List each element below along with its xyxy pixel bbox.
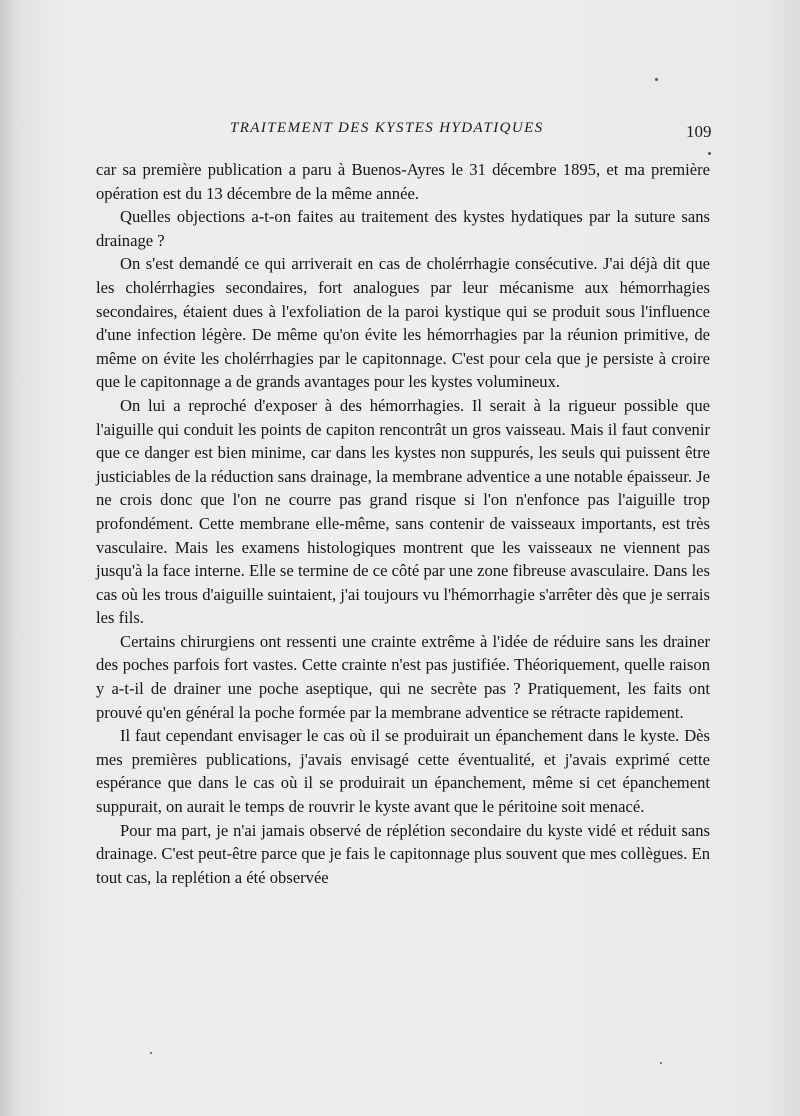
print-speck	[708, 152, 711, 155]
page-number: 109	[686, 122, 712, 141]
paragraph: On s'est demandé ce qui arriverait en cas de cholérrhagie consécutive. J'ai déjà dit que les cholérrhagies secondaires, fort analogues par leur mécanisme aux hémorrhagies secondaires, étaient dues à l'exfoliation de la paroi kystique qui se produit sous l'influence d'une infection légère. De même qu'on évite les hémorrhagies par la réunion primitive, de même on évite les cholérrhagies par le capitonnage. C'est pour cela que je persiste à croire que le capitonnage a de grands avantages pour les kystes volumineux.	[96, 254, 710, 392]
page-header	[0, 120, 800, 144]
paragraph-continued: car sa première publication a paru à Buenos-Ayres le 31 décembre 1895, et ma première opération est du 13 décembre de la même année.	[96, 160, 710, 203]
paragraph: Il faut cependant envisager le cas où il se produirait un épanchement dans le kyste. Dès mes premières publications, j'avais envisagé cette éventualité, et j'avais exprimé cette espérance que dans le cas où il se produirait un épanchement, même si cet épanchement suppurait, on aurait le temps de rouvrir le kyste avant que le péritoine soit menacé.	[96, 726, 710, 817]
paragraph: Quelles objections a-t-on faites au traitement des kystes hydatiques par la suture sans drainage ?	[96, 207, 710, 250]
print-speck	[655, 78, 658, 81]
paragraph: On lui a reproché d'exposer à des hémorrhagies. Il serait à la rigueur possible que l'aiguille qui conduit les points de capiton rencontrât un gros vaisseau. Mais il faut convenir que ce danger est bien minime, car dans les kystes non suppurés, les seuls qui puissent être justiciables de la réduction sans drainage, la membrane adventice a une notable épaisseur. Je ne crois donc que l'on ne courre pas grand risque si l'on n'enfonce pas l'aiguille trop profondément. Cette membrane elle-même, sans contenir de vaisseaux importants, est très vasculaire. Mais les examens histologiques montrent que les vaisseaux ne viennent pas jusqu'à la face interne. Elle se termine de ce côté par une zone fibreuse avasculaire. Dans les cas où les trous d'aiguille suintaient, j'ai toujours vu l'hémorrhagie s'arrêter dès que je serrais les fils.	[96, 395, 710, 628]
paragraph: Certains chirurgiens ont ressenti une crainte extrême à l'idée de réduire sans les drainer des poches parfois fort vastes. Cette crainte n'est pas justifiée. Théoriquement, quelle raison y a-t-il de drainer une poche aseptique, qui ne secrète pas ? Pratiquement, les faits ont prouvé qu'en général la poche formée par la membrane adventice se rétracte rapidement.	[96, 631, 710, 722]
body-text	[96, 158, 710, 889]
running-title: TRAITEMENT DES KYSTES HYDATIQUES	[230, 120, 544, 136]
paragraph: Pour ma part, je n'ai jamais observé de réplétion secondaire du kyste vidé et réduit sans drainage. C'est peut-être parce que je fais le capitonnage plus souvent que mes collègues. En tout cas, la replétion a été observée	[96, 820, 710, 887]
print-speck	[150, 1052, 152, 1054]
print-speck	[660, 1062, 662, 1064]
